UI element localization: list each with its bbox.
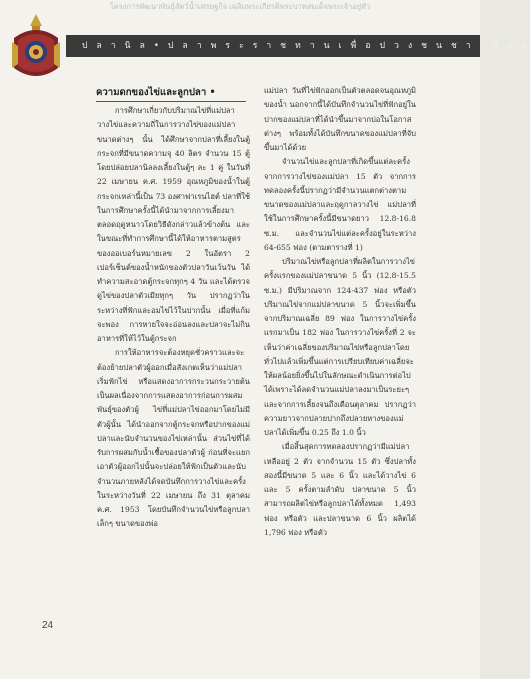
- paragraph: ปริมาณไข่หรือลูกปลาที่ผลิตในการวางไข่ครั้งแรกของแม่ปลาขนาด 5 นิ้ว (12.8-15.5 ซ.ม.) มีปริมาณจาก 124-437 ฟอง หรือตัว ปริมาณไข่จากแม่ปลาขนาด 5 นิ้วจะเพิ่มขึ้นจากปริมาณเฉลี่ย 89 ฟอง ในการวางไข่ครั้งแรกมาเป็น 182 ฟอง ในการวางไข่ครั้งที่ 2 จะเห็นว่าค่าเฉลี่ยของปริมาณไข่หรือลูกปลาโดยทั่วไปแล้วเพิ่มขึ้นแต่การเปรียบเทียบค่าเฉลี่ยจะให้ผลน้อยยิ่งขึ้นไปในลักษณะดำเนินการต่อไปได้เพราะได้ลดจำนวนแม่ปลาลงมาเป็นระยะๆ และจากการเลี้ยงจนถึงเดือนตุลาคม ปรากฏว่าความยาวจากปลายปากถึงปลายหางของแม่ปลาได้เพิ่มขึ้น 0.25 ถึง 1.0 นิ้ว: [264, 257, 416, 437]
- running-header: ป ล า นิ ล • ป ล า พ ร ะ ร า ช ท า น เ พื่ อ ป ว ง ช น ช า ว ไ ท ย: [82, 41, 530, 51]
- paragraph: จำนวนไข่และลูกปลาที่เกิดขึ้นแต่ละครั้งจากการวางไข่ของแม่ปลา 15 ตัว จากการทดลองครั้งนี้ปรากฏว่ามีจำนวนแตกต่างตามขนาดของแม่ปลาและฤดูกาลวางไข่ แม่ปลาที่ใช้ในการศึกษาครั้งนี้มีขนาดยาว 12.8-16.8 ซ.ม. และจำนวนไข่แต่ละครั้งอยู่ในระหว่าง 64-655 ฟอง (ตามตารางที่ 1): [264, 157, 416, 252]
- title-underline: [96, 101, 246, 102]
- running-header-faint: โครงการพัฒนาพันธุ์สัตว์น้ำเศรษฐกิจ เฉลิมพระเกียรติพระบาทสมเด็จพระเจ้าอยู่หัว: [109, 2, 371, 11]
- paragraph: เมื่อสิ้นสุดการทดลองปรากฏว่ามีแม่ปลาเหลืออยู่ 2 ตัว จากจำนวน 15 ตัว ซึ่งปลาทั้งสองนี้มีขนาด 5 และ 6 นิ้ว และได้วางไข่ 6 และ 5 ครั้งตามลำดับ ปลาขนาด 5 นิ้ว สามารถผลิตไข่หรือลูกปลาได้ทั้งหมด 1,493 ฟอง หรือตัว และปลาขนาด 6 นิ้ว ผลิตได้ 1,796 ฟอง หรือตัว: [264, 442, 416, 537]
- paragraph: การศึกษาเกี่ยวกับปริมาณไข่ที่แม่ปลาวางไข่และความถี่ในการวางไข่ของแม่ปลาขนาดต่างๆ นั้น ได้ศึกษาจากปลาที่เลี้ยงในตู้กระจกที่มีขนาดความจุ 40 ลิตร จำนวน 15 ตู้ โดยปล่อยปลานิลลงเลี้ยงในตู้ๆ ละ 1 คู่ ในวันที่ 22 เมษายน ค.ศ. 1959 อุณหภูมิของน้ำในตู้กระจกเหล่านี้เป็น 73 องศาฟาเรนไฮต์ ปลาที่ใช้ในการศึกษาครั้งนี้ได้นำมาจากการเลี้ยงมาตลอดฤดูหนาวโดยวิธีดังกล่าวแล้วข้างต้น และในขณะที่ทำการศึกษานี้ได้ให้อาหารตามสูตรของออเบอร์นหมายเลข 2 ในอัตรา 2 เปอร์เซ็นต์ของน้ำหนักของตัวปลาวันเว้นวัน ได้ทำความสะอาดตู้กระจกทุกๆ 4 วัน และได้ตรวจดูไข่ของปลาตัวเมียทุกๆ วัน ปรากฏว่าในระหว่างที่ฟักและอมไข่ไว้ในปากนั้น เมื่อที่แก้มจะพอง การหายใจจะอ่อนลงและปลาจะไม่กินอาหารที่ให้ไว้ในตู้กระจก: [97, 106, 250, 343]
- left-column: [97, 104, 250, 532]
- royal-emblem-icon: [8, 12, 64, 86]
- paragraph: การให้อาหารจะต้องหยุดชั่วคราวและจะต้องย้ายปลาตัวผู้ออกเมื่อสังเกตเห็นว่าแม่ปลาเริ่มฟักไข่ หรือแสดงอาการกระวนกระวายต้นเป็นผลเนื่องจากการแสดงอาการก่อนการผสมพันธุ์ของตัวผู้ ไข่ที่แม่ปลาไข่ออกมาโดยไม่มีตัวผู้นั้น ได้นำออกจากตู้กระจกหรือปากของแม่ปลาและนับจำนวนของไข่เหล่านั้น ส่วนไข่ที่ได้รับการผสมกับน้ำเชื้อของปลาตัวผู้ ก่อนที่จะแยกเอาตัวผู้ออกไปนั้นจะปล่อยให้ฟักเป็นตัวและนับจำนวนภายหลังได้จดบันทึกการวางไข่และครั้งในระหว่างวันที่ 22 เมษายน ถึง 31 ตุลาคม ค.ศ. 1953 โดยบันทึกจำนวนไข่หรือลูกปลาเล็กๆ ขนาดของพ่อ: [97, 348, 250, 529]
- right-column: [264, 84, 416, 540]
- paragraph: แม่ปลา วันที่ไข่ฟักออกเป็นตัวตลอดจนอุณหภูมิของน้ำ นอกจากนี้ได้บันทึกจำนวนไข่ที่ฟักอยู่ในปากของแม่ปลาที่ได้นำขึ้นมาจากบ่อในโอกาสต่างๆ พร้อมทั้งได้บันทึกขนาดของแม่ปลาที่จับขึ้นมาได้ด้วย: [264, 86, 416, 152]
- section-title: ความดกของไข่และลูกปลา •: [96, 87, 216, 98]
- page-number: 24: [42, 620, 54, 631]
